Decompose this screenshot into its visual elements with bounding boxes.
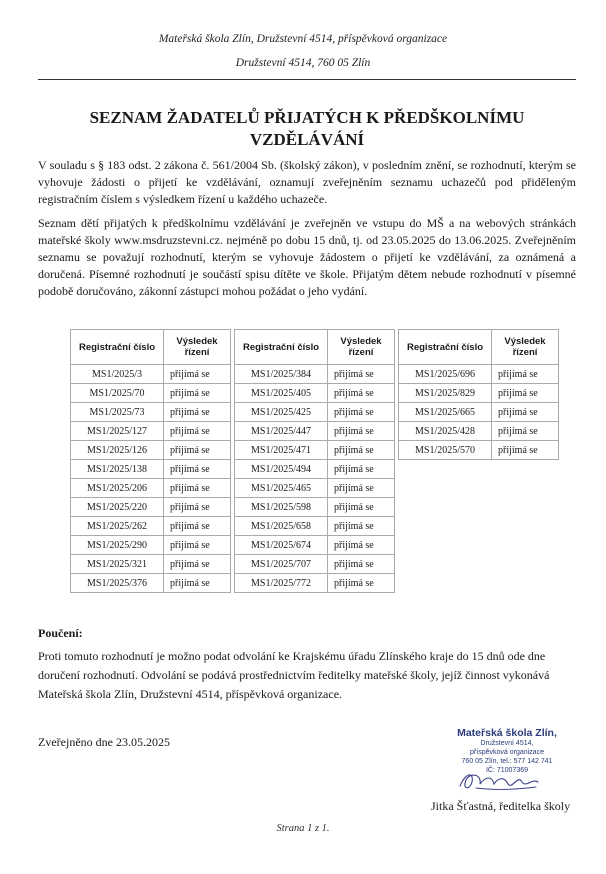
registration-number: MS1/2025/447 bbox=[235, 422, 328, 441]
result-cell: přijímá se bbox=[492, 422, 559, 441]
registration-number: MS1/2025/425 bbox=[235, 403, 328, 422]
instruction-text: Proti tomuto rozhodnutí je možno podat odvolání ke Krajskému úřadu Zlínského kraje do 15 dnů ode dne doručení rozhodnutí. Odvolání se podává prostřednictvím ředitelky mateřské školy, jejíž činnost vykonává Mateřská škola Zlín, Družstevní 4514, příspěvková organizace. bbox=[38, 649, 550, 701]
header-divider bbox=[38, 79, 576, 80]
result-cell: přijímá se bbox=[164, 460, 231, 479]
signer-name: Jitka Šťastná, ředitelka školy bbox=[431, 799, 571, 813]
column-header-result bbox=[328, 330, 395, 365]
intro-paragraph: V souladu s § 183 odst. 2 zákona č. 561/2004 Sb. (školský zákon), v posledním znění, se rozhodnutí, kterým se vyhovuje žádosti o přijetí ke vzdělávání, oznamují zveřejněním seznamu uchazečů pod přiděleným registračním číslem s výsledkem řízení u každého uchazeče. bbox=[38, 158, 576, 206]
result-cell: přijímá se bbox=[328, 441, 395, 460]
result-cell: přijímá se bbox=[164, 555, 231, 574]
table-row bbox=[235, 555, 395, 574]
result-cell: přijímá se bbox=[164, 384, 231, 403]
registration-number: MS1/2025/598 bbox=[235, 498, 328, 517]
registration-number: MS1/2025/707 bbox=[235, 555, 328, 574]
result-cell: přijímá se bbox=[164, 403, 231, 422]
registration-number: MS1/2025/127 bbox=[71, 422, 164, 441]
result-cell: přijímá se bbox=[164, 574, 231, 593]
registration-table-body bbox=[71, 365, 231, 593]
table-row bbox=[235, 574, 395, 593]
registration-number: MS1/2025/376 bbox=[71, 574, 164, 593]
result-cell: přijímá se bbox=[164, 365, 231, 384]
stamp-line-3: 760 05 Zlín, tel.: 577 142 741 bbox=[461, 758, 553, 765]
stamp-line-2: příspěvková organizace bbox=[470, 749, 544, 756]
registration-table-body bbox=[235, 365, 395, 593]
table-row bbox=[71, 536, 231, 555]
instruction-heading: Poučení: bbox=[38, 626, 83, 640]
stamp-line-4: IČ: 71007369 bbox=[485, 767, 529, 774]
result-cell: přijímá se bbox=[492, 403, 559, 422]
registration-number: MS1/2025/126 bbox=[71, 441, 164, 460]
registration-number: MS1/2025/829 bbox=[399, 384, 492, 403]
result-cell: přijímá se bbox=[328, 517, 395, 536]
column-header-result bbox=[164, 330, 231, 365]
registration-number: MS1/2025/3 bbox=[71, 365, 164, 384]
result-cell: přijímá se bbox=[492, 384, 559, 403]
table-row bbox=[71, 517, 231, 536]
column-header-result bbox=[492, 330, 559, 365]
table-row bbox=[71, 574, 231, 593]
table-row bbox=[235, 517, 395, 536]
result-cell: přijímá se bbox=[328, 536, 395, 555]
registration-number: MS1/2025/471 bbox=[235, 441, 328, 460]
table-row bbox=[71, 422, 231, 441]
table-row bbox=[399, 384, 559, 403]
header-school-name: Mateřská škola Zlín, Družstevní 4514, příspěvková organizace bbox=[158, 33, 448, 45]
table-row bbox=[399, 365, 559, 384]
publication-paragraph: Seznam dětí přijatých k předškolnímu vzdělávání je zveřejněn ve vstupu do MŠ a na webových stránkách mateřské školy www.msdruzstevni.cz. nejméně po dobu 15 dnů, tj. od 23.05.2025 do 13.06.2025. Zveřejněním seznamu se považují rozhodnutí, kterým se vyhovuje žádostem o přijetí ke vzdělávání, za oznámená a doručená. Písemné rozhodnutí je součástí spisu dítěte ve škole. Přijatým dětem nebude rozhodnutí v písemné podobě doručováno, zákonní zástupci mohou požádat o jeho vydání. bbox=[38, 216, 576, 298]
registration-table-3 bbox=[398, 329, 559, 460]
result-cell: přijímá se bbox=[328, 460, 395, 479]
table-row bbox=[71, 555, 231, 574]
column-header-reg-number: Registrační číslo bbox=[71, 330, 164, 365]
result-cell: přijímá se bbox=[164, 479, 231, 498]
registration-number: MS1/2025/138 bbox=[71, 460, 164, 479]
table-row bbox=[71, 384, 231, 403]
table-row bbox=[235, 460, 395, 479]
table-row bbox=[399, 422, 559, 441]
document-title bbox=[38, 107, 576, 151]
registration-number: MS1/2025/220 bbox=[71, 498, 164, 517]
registration-number: MS1/2025/570 bbox=[399, 441, 492, 460]
table-row bbox=[71, 403, 231, 422]
table-row bbox=[71, 441, 231, 460]
table-row bbox=[235, 498, 395, 517]
result-cell: přijímá se bbox=[328, 422, 395, 441]
result-cell: přijímá se bbox=[492, 365, 559, 384]
title-line-1: SEZNAM ŽADATELŮ PŘIJATÝCH K PŘEDŠKOLNÍMU bbox=[89, 108, 525, 127]
header-address: Družstevní 4514, 760 05 Zlín bbox=[235, 57, 371, 69]
registration-number: MS1/2025/321 bbox=[71, 555, 164, 574]
column-header-result-line1: Výsledek bbox=[176, 336, 218, 347]
result-cell: přijímá se bbox=[164, 498, 231, 517]
table-row bbox=[235, 479, 395, 498]
table-row bbox=[235, 536, 395, 555]
registration-number: MS1/2025/665 bbox=[399, 403, 492, 422]
registration-number: MS1/2025/772 bbox=[235, 574, 328, 593]
registration-table-2 bbox=[234, 329, 395, 593]
result-cell: přijímá se bbox=[328, 403, 395, 422]
table-row bbox=[235, 422, 395, 441]
table-row bbox=[71, 479, 231, 498]
table-row bbox=[71, 365, 231, 384]
column-header-reg-number: Registrační číslo bbox=[235, 330, 328, 365]
registration-number: MS1/2025/70 bbox=[71, 384, 164, 403]
stamp-school-name: Mateřská škola Zlín, bbox=[457, 727, 557, 739]
table-row bbox=[399, 403, 559, 422]
registration-number: MS1/2025/428 bbox=[399, 422, 492, 441]
column-header-result-line2: řízení bbox=[184, 347, 210, 358]
result-cell: přijímá se bbox=[328, 479, 395, 498]
table-row bbox=[71, 498, 231, 517]
result-cell: přijímá se bbox=[328, 498, 395, 517]
table-row bbox=[235, 365, 395, 384]
registration-table-body bbox=[399, 365, 559, 460]
registration-number: MS1/2025/494 bbox=[235, 460, 328, 479]
result-cell: přijímá se bbox=[328, 574, 395, 593]
registration-number: MS1/2025/206 bbox=[71, 479, 164, 498]
column-header-result-line1: Výsledek bbox=[504, 336, 546, 347]
registration-number: MS1/2025/73 bbox=[71, 403, 164, 422]
table-row bbox=[235, 403, 395, 422]
column-header-reg-number: Registrační číslo bbox=[399, 330, 492, 365]
table-row bbox=[235, 384, 395, 403]
registration-number: MS1/2025/262 bbox=[71, 517, 164, 536]
registration-number: MS1/2025/696 bbox=[399, 365, 492, 384]
result-cell: přijímá se bbox=[164, 517, 231, 536]
column-header-result-line2: řízení bbox=[348, 347, 374, 358]
result-cell: přijímá se bbox=[328, 365, 395, 384]
stamp-line-1: Družstevní 4514, bbox=[480, 740, 534, 747]
page-footer: Strana 1 z 1. bbox=[276, 823, 330, 834]
result-cell: přijímá se bbox=[164, 441, 231, 460]
registration-number: MS1/2025/384 bbox=[235, 365, 328, 384]
handwritten-signature bbox=[452, 768, 562, 794]
published-date: Zveřejněno dne 23.05.2025 bbox=[38, 735, 170, 749]
result-cell: přijímá se bbox=[492, 441, 559, 460]
table-row bbox=[235, 441, 395, 460]
table-row bbox=[71, 460, 231, 479]
registration-number: MS1/2025/658 bbox=[235, 517, 328, 536]
title-line-2: VZDĚLÁVÁNÍ bbox=[249, 130, 365, 149]
column-header-result-line2: řízení bbox=[512, 347, 538, 358]
result-cell: přijímá se bbox=[328, 555, 395, 574]
registration-number: MS1/2025/405 bbox=[235, 384, 328, 403]
registration-number: MS1/2025/674 bbox=[235, 536, 328, 555]
result-cell: přijímá se bbox=[164, 536, 231, 555]
registration-number: MS1/2025/465 bbox=[235, 479, 328, 498]
column-header-result-line1: Výsledek bbox=[340, 336, 382, 347]
table-row bbox=[399, 441, 559, 460]
result-cell: přijímá se bbox=[164, 422, 231, 441]
registration-table-1 bbox=[70, 329, 231, 593]
result-cell: přijímá se bbox=[328, 384, 395, 403]
registration-number: MS1/2025/290 bbox=[71, 536, 164, 555]
